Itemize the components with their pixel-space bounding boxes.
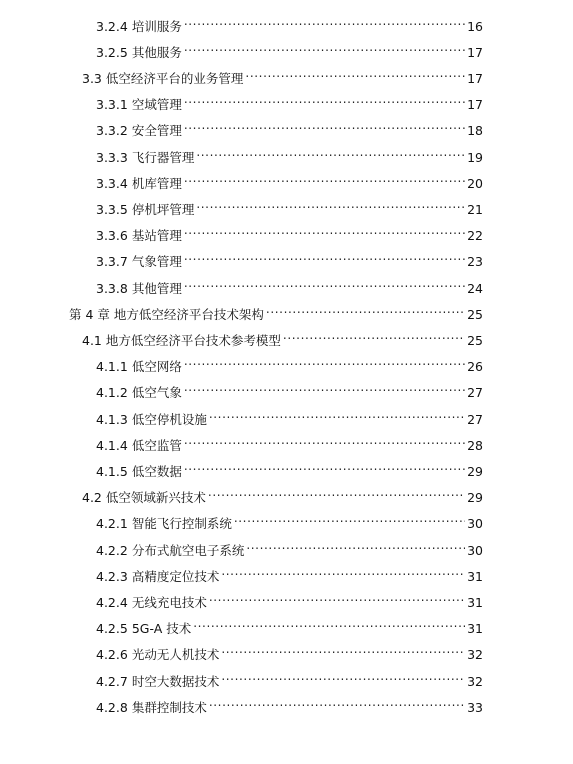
toc-entry-title: 安全管理 (131, 123, 182, 138)
toc-entry-number: 3.3.6 (96, 228, 128, 243)
toc-entry-number: 3.3.7 (96, 254, 128, 269)
toc-entry-title: 基站管理 (131, 228, 182, 243)
toc-entry-title: 高精度定位技术 (131, 569, 220, 584)
toc-entry-title: 5G-A 技术 (131, 621, 192, 636)
toc-entry-page: 23 (467, 254, 483, 269)
toc-entry-page: 20 (467, 176, 483, 191)
toc-entry-page: 32 (467, 647, 483, 662)
toc-entry-number: 4.2.5 (96, 621, 128, 636)
toc-entry-title: 培训服务 (131, 19, 182, 34)
toc-entry[interactable] (96, 613, 483, 636)
toc-entry-number: 4.1.2 (96, 385, 128, 400)
toc-entry[interactable] (96, 194, 483, 217)
toc-entry-page: 31 (467, 595, 483, 610)
toc-entry[interactable] (82, 63, 483, 86)
dot-leader (184, 89, 465, 109)
toc-entry[interactable] (96, 561, 483, 584)
dot-leader (209, 587, 465, 607)
dot-leader (184, 351, 465, 371)
toc-entry[interactable] (96, 666, 483, 689)
toc-entry-number: 3.2.5 (96, 45, 128, 60)
toc-entry-number: 4.2.8 (96, 700, 128, 715)
toc-entry-title: 时空大数据技术 (131, 674, 220, 689)
toc-entry[interactable] (96, 89, 483, 112)
toc-entry-number: 3.3.5 (96, 202, 128, 217)
dot-leader (184, 115, 465, 135)
toc-entry[interactable] (96, 535, 483, 558)
toc-entry-page: 29 (467, 490, 483, 505)
toc-entry-title: 低空经济平台的业务管理 (105, 71, 244, 86)
toc-entry-page: 22 (467, 228, 483, 243)
toc-entry-page: 17 (467, 45, 483, 60)
toc-entry-number: 4.2 (82, 490, 102, 505)
toc-entry-number: 3.3.4 (96, 176, 128, 191)
toc-entry-page: 28 (467, 438, 483, 453)
toc-entry[interactable] (96, 351, 483, 374)
toc-entry-title: 低空监管 (131, 438, 182, 453)
toc-entry[interactable] (82, 325, 483, 348)
toc-entry[interactable] (96, 430, 483, 453)
dot-leader (245, 63, 465, 83)
dot-leader (208, 482, 465, 502)
toc-entry-number: 4.2.1 (96, 516, 128, 531)
dot-leader (221, 561, 465, 581)
dot-leader (246, 535, 465, 555)
toc-entry[interactable] (96, 692, 483, 715)
toc-entry[interactable] (96, 11, 483, 34)
toc-entry-number: 3.3.2 (96, 123, 128, 138)
toc-entry[interactable] (96, 115, 483, 138)
toc-entry-title: 机库管理 (131, 176, 182, 191)
toc-entry-number: 4.2.4 (96, 595, 128, 610)
toc-entry-title: 气象管理 (131, 254, 182, 269)
toc-entry-page: 31 (467, 569, 483, 584)
toc-entry-page: 33 (467, 700, 483, 715)
toc-entry-page: 25 (467, 307, 483, 322)
dot-leader (283, 325, 465, 345)
toc-entry-page: 24 (467, 281, 483, 296)
dot-leader (193, 613, 465, 633)
toc-entry-title: 低空停机设施 (131, 412, 207, 427)
toc-entry-number: 4.2.6 (96, 647, 128, 662)
toc-entry-number: 3.2.4 (96, 19, 128, 34)
toc-entry-number: 3.3 (82, 71, 102, 86)
toc-entry-number: 4.2.7 (96, 674, 128, 689)
dot-leader (184, 220, 465, 240)
toc-entry[interactable] (96, 273, 483, 296)
toc-entry-page: 32 (467, 674, 483, 689)
toc-entry-title: 空域管理 (131, 97, 182, 112)
toc-entry-number: 3.3.8 (96, 281, 128, 296)
dot-leader (184, 456, 465, 476)
toc-entry-title: 智能飞行控制系统 (131, 516, 232, 531)
toc-entry-number: 4.1.4 (96, 438, 128, 453)
toc-entry[interactable] (96, 508, 483, 531)
toc-entry[interactable] (96, 587, 483, 610)
toc-entry[interactable] (96, 639, 483, 662)
dot-leader (184, 37, 465, 57)
dot-leader (196, 142, 465, 162)
toc-entry-title: 其他服务 (131, 45, 182, 60)
dot-leader (184, 430, 465, 450)
toc-entry-title: 低空气象 (131, 385, 182, 400)
dot-leader (234, 508, 465, 528)
toc-entry-title: 集群控制技术 (131, 700, 207, 715)
toc-entry-title: 地方低空经济平台技术参考模型 (105, 333, 281, 348)
toc-entry-page: 17 (467, 97, 483, 112)
toc-entry-title: 飞行器管理 (131, 150, 195, 165)
toc-entry[interactable] (96, 142, 483, 165)
toc-entry-title: 无线充电技术 (131, 595, 207, 610)
toc-entry[interactable] (96, 246, 483, 269)
toc-entry-page: 31 (467, 621, 483, 636)
toc-entry-page: 16 (467, 19, 483, 34)
dot-leader (184, 11, 465, 31)
toc-entry-number: 4.1.1 (96, 359, 128, 374)
toc-entry-page: 27 (467, 385, 483, 400)
toc-entry-title: 光动无人机技术 (131, 647, 220, 662)
toc-entry[interactable] (96, 168, 483, 191)
toc-entry-number: 3.3.1 (96, 97, 128, 112)
toc-entry[interactable] (96, 37, 483, 60)
dot-leader (266, 299, 465, 319)
toc-entry-number: 4.2.3 (96, 569, 128, 584)
toc-entry-page: 18 (467, 123, 483, 138)
toc-entry-title: 低空数据 (131, 464, 182, 479)
toc-entry-title: 停机坪管理 (131, 202, 195, 217)
toc-entry[interactable] (96, 220, 483, 243)
toc-entry-page: 27 (467, 412, 483, 427)
toc-entry[interactable] (96, 404, 483, 427)
toc-entry-page: 26 (467, 359, 483, 374)
toc-entry[interactable] (69, 299, 483, 322)
dot-leader (221, 639, 465, 659)
toc-entry-number: 4.1.3 (96, 412, 128, 427)
dot-leader (209, 404, 465, 424)
toc-entry-number: 4.2.2 (96, 543, 128, 558)
toc-entry-title: 低空网络 (131, 359, 182, 374)
toc-entry-number: 3.3.3 (96, 150, 128, 165)
dot-leader (221, 666, 465, 686)
toc-entry-page: 17 (467, 71, 483, 86)
dot-leader (184, 246, 465, 266)
dot-leader (196, 194, 465, 214)
toc-entry-page: 30 (467, 543, 483, 558)
toc-entry-number: 4.1 (82, 333, 102, 348)
dot-leader (184, 273, 465, 293)
toc-entry-number: 4.1.5 (96, 464, 128, 479)
toc-entry-title: 地方低空经济平台技术架构 (113, 307, 264, 322)
toc-entry-page: 19 (467, 150, 483, 165)
toc-entry[interactable] (82, 482, 483, 505)
toc-entry-title: 低空领域新兴技术 (105, 490, 206, 505)
toc-entry-number: 第 4 章 (69, 307, 110, 322)
dot-leader (184, 168, 465, 188)
toc-entry-page: 25 (467, 333, 483, 348)
dot-leader (184, 377, 465, 397)
toc-entry[interactable] (96, 456, 483, 479)
toc-entry-page: 30 (467, 516, 483, 531)
toc-entry-page: 29 (467, 464, 483, 479)
toc-entry-page: 21 (467, 202, 483, 217)
toc-entry[interactable] (96, 377, 483, 400)
toc-entry-title: 其他管理 (131, 281, 182, 296)
toc-entry-title: 分布式航空电子系统 (131, 543, 245, 558)
dot-leader (209, 692, 465, 712)
